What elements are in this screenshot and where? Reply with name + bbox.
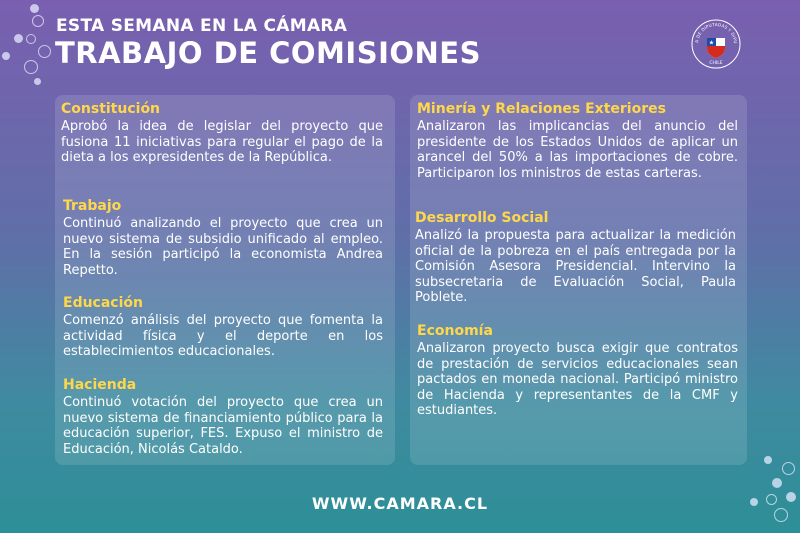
- section-body: Continuó analizando el proyecto que crea un nuevo sistema de subsidio unificado al empleo. En la sesión participó la economista Andrea Repetto.: [63, 216, 383, 278]
- logo-text-top: A DE DIPUTADAS Y DIPU: [693, 21, 739, 44]
- svg-text:★: ★: [708, 39, 715, 47]
- section-heading: Educación: [63, 295, 143, 311]
- section-body: Aprobó la idea de legislar del proyecto que fusiona 11 iniciativas para regular el pago de la dieta a los expresidentes de la República.: [61, 119, 383, 165]
- section-body: Analizó la propuesta para actualizar la medición oficial de la pobreza en el país entregada por la Comisión Asesora Presidencial. Intervino la subsecretaria de Evaluación Social, Paula Poblete.: [415, 228, 736, 305]
- section-body: Analizaron las implicancias del anuncio del presidente de los Estados Unidos de aplicar un arancel del 50% a las importaciones de cobre. Participaron los ministros de estas carteras.: [417, 119, 738, 181]
- section-desarrollo-social: [415, 210, 736, 306]
- camara-logo: [690, 18, 742, 70]
- section-heading: Trabajo: [63, 198, 122, 214]
- section-heading: Minería y Relaciones Exteriores: [417, 101, 666, 117]
- section-economia: [417, 323, 738, 419]
- dot: [782, 462, 795, 475]
- dot: [32, 15, 44, 27]
- footer-url[interactable]: WWW.CAMARA.CL: [311, 494, 489, 513]
- dot: [38, 45, 51, 58]
- dot: [24, 60, 38, 74]
- section-body: Analizaron proyecto busca exigir que contratos de prestación de servicios educacionales sean pactados en moneda nacional. Participó ministro de Hacienda y representantes de la CMF y estudiantes.: [417, 341, 738, 418]
- header-kicker: ESTA SEMANA EN LA CÁMARA: [56, 16, 348, 36]
- dot: [764, 456, 772, 464]
- section-heading: Economía: [417, 323, 493, 339]
- section-hacienda: [63, 377, 383, 457]
- dot: [772, 478, 782, 488]
- section-trabajo: [63, 198, 383, 278]
- logo-text-bottom: CHILE: [709, 61, 723, 66]
- section-educacion: [63, 295, 383, 360]
- section-constitucion: [61, 101, 383, 166]
- page-title: TRABAJO DE COMISIONES: [55, 36, 482, 70]
- camara-de-diputadas-y-diputados-seal-icon: [690, 18, 742, 70]
- dot: [14, 34, 23, 43]
- dot: [2, 52, 10, 60]
- dot: [34, 78, 41, 85]
- section-heading: Desarrollo Social: [415, 210, 549, 226]
- section-body: Comenzó análisis del proyecto que fomenta la actividad física y el deporte en los establecimientos educacionales.: [63, 313, 383, 359]
- section-heading: Constitución: [61, 101, 161, 117]
- dot: [30, 4, 39, 13]
- section-body: Continuó votación del proyecto que crea un nuevo sistema de financiamiento público para la educación superior, FES. Expuso el ministro de Educación, Nicolás Cataldo.: [63, 395, 383, 457]
- section-heading: Hacienda: [63, 377, 137, 393]
- dot: [26, 34, 36, 44]
- section-mineria-relaciones-exteriores: [417, 101, 738, 181]
